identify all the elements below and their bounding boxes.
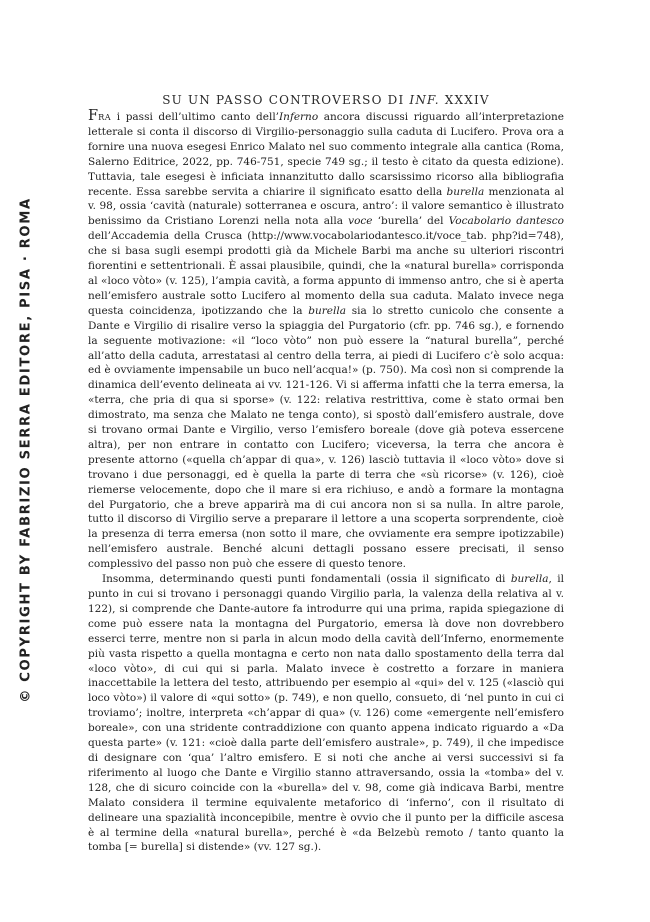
p1-text-6: sia lo stretto cunicolo che consente a Dante e Virgilio di risalire verso la spiaggia del Purgatorio (cfr. pp. 746 sg.), e fornendo la seguente motivazione: «il “loco vòto” non può essere la “natural burella”, perché all’atto della caduta, arrestatasi al centro della terra, ai piedi di Lucifero c’è solo acqua: ed è ovviamente impensabile un buco nell’acqua!» (p. 750). Ma così non si comprende la dinamica dell’evento delineata ai vv. 121-126. Vi si afferma infatti che la terra emersa, la «terra, che pria di qua si sporse» (v. 122: relativa restrittiva, come è stato ormai ben dimostrato, ma senza che Malato ne tenga conto), si spostò dall’emisfero australe, dove si trovano ormai Dante e Virgilio, verso l’emisfero boreale (dove già poteva essercene altra), per non entrare in contatto con Lucifero; viceversa, la terra che ancora è presente attorno («quella ch’appar di qua», v. 126) lasciò tuttavia il «loco vòto» dove si trovano i due personaggi, ed è quella la parte di terra che «sù ricorse» (v. 126), cioè riemerse velocemente, dopo che il mare si era richiuso, e andò a formare la montagna del Purgatorio, che a breve apparirà ma di cui ancora non si sa nulla. In altre parole, tutto il discorso di Virgilio serve a preparare il lettore a una scoperta sorprendente, cioè la presenza di terra emersa (non sotto il mare, che ovviamente era sempre ipotizzabile) nell’emisfero australe. Benché alcuni dettagli possano essere precisati, il senso complessivo del passo non può che essere di questo tenore. (88, 304, 564, 571)
p1-italic-4: Vocabolario dantesco (448, 215, 564, 228)
p1-italic-3: voce (348, 215, 373, 228)
copyright-notice: © COPYRIGHT BY FABRIZIO SERRA EDITORE, PISA · ROMA (18, 197, 34, 703)
p1-text-4: ‘burella’ del (372, 215, 449, 228)
small-caps-opening: RA (98, 112, 112, 122)
drop-cap: F (88, 108, 99, 124)
article-body (88, 109, 564, 855)
running-head-prefix: SU UN PASSO CONTROVERSO DI (162, 93, 410, 107)
running-head (88, 93, 564, 107)
p1-italic-1: Inferno (279, 111, 319, 123)
p1-text-3: menzionata al v. 98, ossia ‘cavità (naturale) sotterranea e oscura, antro’: il valore semantico è illustrato benissimo da Cristiano Lorenzi nella nota alla (88, 185, 564, 228)
p1-text-2: ancora discussi riguardo all’interpretazione letterale si conta il discorso di Virgilio-personaggio sulla caduta di Lucifero. Prova ora a fornire una nuova esegesi Enrico Malato nel suo commento integrale alla cantica (Roma, Salerno Editrice, 2022, pp. 746-751, specie 749 sg.; il testo è citato da questa edizione). Tuttavia, tale esegesi è inficiata innanzitutto dallo scarsissimo ricorso alla bibliografia recente. Essa sarebbe servita a chiarire il significato esatto della (88, 111, 565, 198)
running-head-italic: INF. (409, 93, 440, 107)
p1-text-5: dell’Accademia della Crusca (http://www.vocabolariodantesco.it/voce_tab. php?id=748), che si basa sugli esempi prodotti già da Michele Barbi ma anche su ulteriori riscontri fiorentini e settentrionali. È assai plausibile, quindi, che la «natural burella» corrisponda al «loco vòto» (v. 125), l’ampia cavità, a forma appunto di immenso antro, che si è aperta nell’emisfero australe sotto Lucifero al momento della sua caduta. Malato invece nega questa coincidenza, ipotizzando che la (88, 230, 564, 317)
p2-italic-1: burella (510, 573, 549, 586)
p1-italic-5: burella (308, 304, 346, 317)
copyright-sidebar (15, 197, 37, 703)
paragraph-1 (88, 109, 564, 572)
running-head-suffix: XXXIV (439, 93, 490, 107)
p1-italic-2: burella (446, 185, 485, 198)
p1-text-1: i passi dell’ultimo canto dell’ (111, 111, 280, 123)
p2-text-2: , il punto in cui si trovano i personaggi quando Virgilio parla, la valenza della relativa al v. 122), si comprende che Dante-autore fa introdurre qui una prima, rapida spiegazione di come può essere nata la montagna del Purgatorio, emersa là dove non dovrebbero esserci terre, mentre non si parla in alcun modo della cavità dell’Inferno, enormemente più vasta rispetto a quella montagna e certo non nata dallo spostamento della terra dal «loco vòto», di cui qui si parla. Malato invece è costretto a forzare in maniera inaccettabile la lettera del testo, attribuendo per esempio al «qui» del v. 125 («lasciò qui loco vòto») il valore di «qui sotto» (p. 749), e non quello, consueto, di ‘nel punto in cui ci troviamo’; inoltre, interpreta «ch’appar di qua» (v. 126) come «emergente nell’emisfero boreale», con una stridente contraddizione con quanto appena indicato riguardo a «Da questa parte» (v. 121: «cioè dalla parte dell’emisfero australe», p. 749), il che impedisce di designare con ‘qua’ l’altro emisfero. E si noti che anche ai versi successivi si fa riferimento al luogo che Dante e Virgilio stanno attraversando, ossia la «tomba» del v. 128, che di sicuro coincide con la «burella» del v. 98, come già indicava Barbi, mentre Malato considera il termine equivalente metaforico di ‘inferno’, con il risultato di delineare una spazialità inconcepibile, mentre è ovvio che il punto per la difficile ascesa è al termine della «natural burella», perché è «da Belzebù remoto / tanto quanto la tomba [= burella] si distende» (vv. 127 sg.). (88, 573, 564, 854)
paragraph-2 (88, 572, 564, 855)
p2-text-1: Insomma, determinando questi punti fondamentali (ossia il significato di (102, 573, 511, 586)
